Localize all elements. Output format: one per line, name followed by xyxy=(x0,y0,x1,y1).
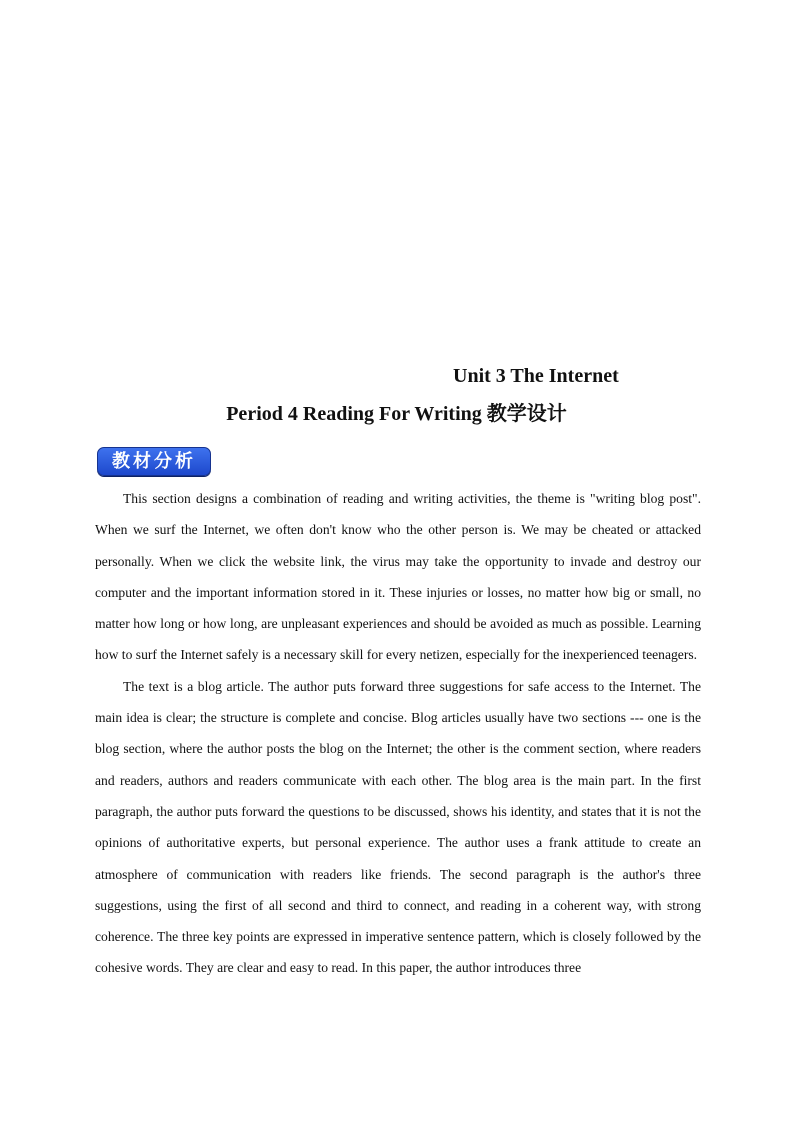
unit-title: Unit 3 The Internet xyxy=(453,365,619,387)
period-title: Period 4 Reading For Writing 教学设计 xyxy=(226,403,567,425)
paragraph-2: The text is a blog article. The author puts forward three suggestions for safe access to the Internet. The main idea is clear; the structure is complete and concise. Blog articles usually have two sections --- one is the blog section, where the author posts the blog on the Internet; the other is the comment section, where readers and readers, authors and readers communicate with each other. The blog area is the main part. In the first paragraph, the author puts forward the questions to be discussed, shows his identity, and states that it is not the opinions of authoritative experts, but personal experience. The author uses a frank attitude to create an atmosphere of communication with readers like friends. The second paragraph is the author's three suggestions, using the first of all second and third to connect, and reading in a coherent way, with strong coherence. The three key points are expressed in imperative sentence pattern, which is closely followed by the cohesive words. They are clear and easy to read. In this paper, the author introduces three xyxy=(95,678,701,976)
section-badge-label: 教材分析 xyxy=(112,450,196,472)
section-badge xyxy=(97,447,211,476)
paragraph-1: This section designs a combination of reading and writing activities, the theme is "writing blog post". When we surf the Internet, we often don't know who the other person is. We may be cheated or attacked personally. When we click the website link, the virus may take the opportunity to invade and destroy our computer and the important information stored in it. These injuries or losses, no matter how big or small, no matter how long or how long, are unpleasant experiences and should be avoided as much as possible. Learning how to surf the Internet safely is a necessary skill for every netizen, especially for the inexperienced teenagers. xyxy=(95,491,701,663)
analysis-body xyxy=(95,483,701,984)
